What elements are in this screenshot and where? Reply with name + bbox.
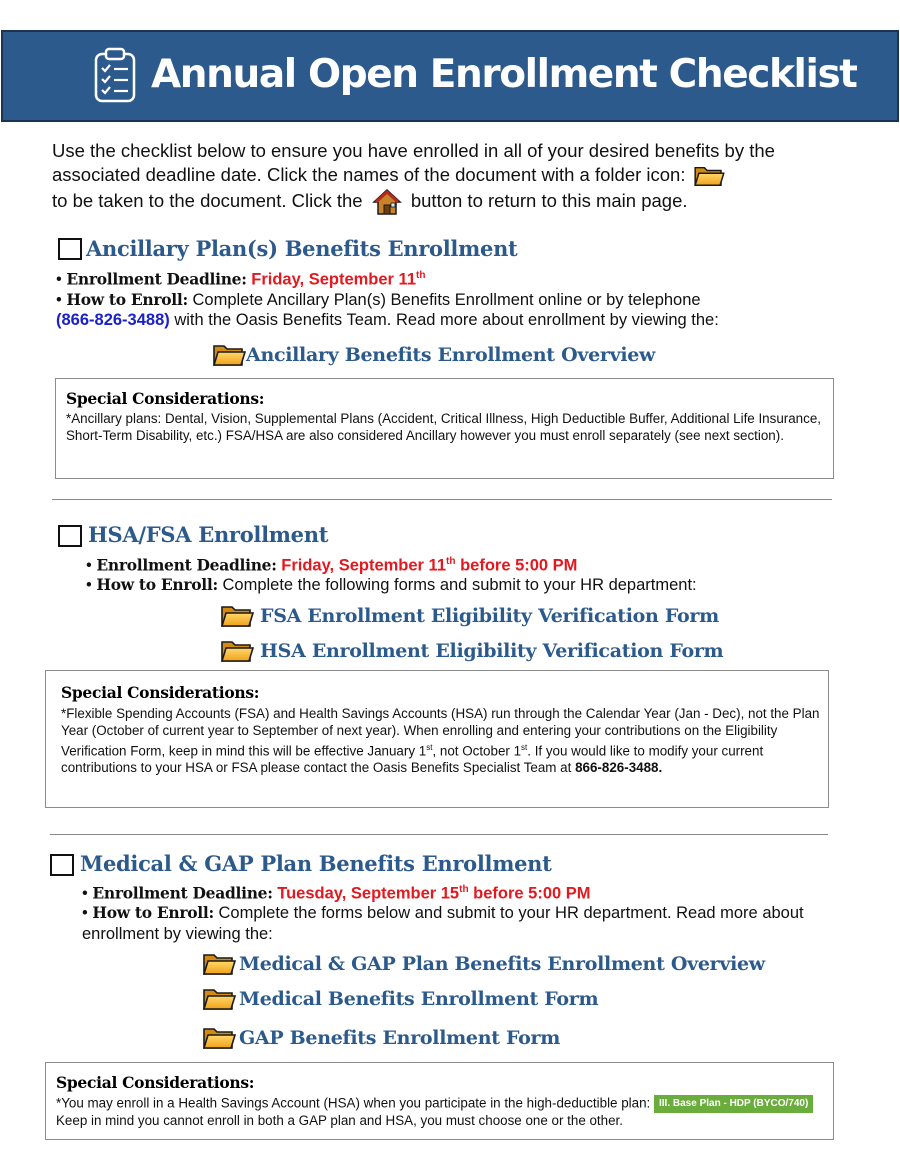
home-icon[interactable] (372, 188, 402, 216)
medical-gap-considerations-box (45, 1062, 834, 1140)
divider (50, 834, 828, 835)
considerations-text-3: . If you would like to modify your current contributions to your HSA or FSA please contact the Oasis Benefits Specialist Team at (61, 743, 764, 775)
deadline-suffix: before 5:00 PM (473, 884, 591, 903)
howto-text: Complete Ancillary Plan(s) Benefits Enrollment online or by telephone (192, 291, 701, 309)
considerations-text-1: *You may enroll in a Health Savings Account (HSA) when you participate in the high-deductible plan: (56, 1095, 651, 1111)
howto-label: How to Enroll: (92, 903, 214, 922)
link-text: HSA Enrollment Eligibility Verification Form (260, 640, 724, 662)
intro-paragraph (52, 139, 852, 216)
ancillary-heading: Ancillary Plan(s) Benefits Enrollment (86, 236, 518, 261)
phone-number: (866-826-3488) (56, 311, 170, 329)
folder-icon (220, 638, 254, 664)
fsa-form-link[interactable] (220, 603, 719, 629)
hsa-form-link[interactable] (220, 638, 723, 664)
medical-gap-deadline: • Enrollment Deadline: Tuesday, September 15th before 5:00 PM (82, 883, 591, 903)
folder-icon (693, 164, 725, 188)
howto-text-cont: with the Oasis Benefits Team. Read more about enrollment by viewing the: (174, 311, 719, 329)
link-text: GAP Benefits Enrollment Form (239, 1027, 561, 1049)
hsa-fsa-howto: • How to Enroll: Complete the following forms and submit to your HR department: (86, 575, 697, 594)
deadline-value: Tuesday, September 15 (277, 884, 460, 903)
deadline-value: Friday, September 11 (281, 556, 447, 575)
howto-label: How to Enroll: (66, 290, 188, 309)
considerations-title: Special Considerations: (56, 1073, 255, 1092)
intro-text-2: to be taken to the document. Click the (52, 189, 363, 211)
deadline-label: Enrollment Deadline: (92, 883, 273, 903)
considerations-text (61, 706, 821, 777)
divider (52, 499, 832, 500)
considerations-sup-1: st (426, 742, 433, 752)
considerations-text-2: , not October 1 (432, 743, 522, 759)
ancillary-deadline: • Enrollment Deadline: Friday, September 11th (56, 269, 426, 289)
deadline-value: Friday, September 11 (251, 270, 417, 289)
deadline-sup: th (416, 270, 426, 281)
considerations-title: Special Considerations: (61, 683, 260, 702)
deadline-sup: th (446, 556, 456, 567)
medical-gap-checkbox[interactable] (50, 854, 74, 876)
folder-icon (202, 951, 236, 977)
link-text: FSA Enrollment Eligibility Verification Form (260, 605, 719, 627)
gap-form-link[interactable] (202, 1025, 560, 1051)
deadline-label: Enrollment Deadline: (66, 269, 247, 289)
considerations-phone: 866-826-3488. (575, 759, 663, 775)
folder-icon (202, 986, 236, 1012)
ancillary-howto: • How to Enroll: Complete Ancillary Plan(s) Benefits Enrollment online or by telephone (56, 290, 701, 309)
clipboard-checklist-icon (93, 46, 137, 104)
medical-gap-overview-link[interactable] (202, 951, 765, 977)
deadline-sup: th (459, 884, 469, 895)
hsa-fsa-deadline: • Enrollment Deadline: Friday, September 11th before 5:00 PM (86, 555, 578, 575)
medical-gap-heading: Medical & GAP Plan Benefits Enrollment (80, 851, 552, 876)
hsa-fsa-considerations-box (45, 670, 829, 808)
folder-icon (220, 603, 254, 629)
folder-icon (202, 1025, 236, 1051)
considerations-text: *Ancillary plans: Dental, Vision, Supplemental Plans (Accident, Critical Illness, High Deductible Buffer, Additional Life Insurance, Short-Term Disability, etc.) FSA/HSA are also considered Ancillary however you must enroll separately (see next section). (66, 411, 821, 443)
plan-badge: III. Base Plan - HDP (BYCO/740) (654, 1095, 813, 1113)
considerations-text-2: Keep in mind you cannot enroll in both a GAP plan and HSA, you must choose one or the other. (56, 1113, 623, 1128)
link-text: Medical & GAP Plan Benefits Enrollment Overview (239, 953, 765, 975)
intro-text-3: button to return to this main page. (410, 189, 688, 211)
deadline-label: Enrollment Deadline: (96, 555, 277, 575)
howto-label: How to Enroll: (96, 575, 218, 594)
howto-text: Complete the forms below and submit to your HR department. Read more about enrollment by viewing the: (82, 904, 804, 943)
folder-icon (212, 342, 246, 368)
ancillary-overview-link[interactable] (212, 342, 655, 368)
deadline-suffix: before 5:00 PM (460, 556, 578, 575)
considerations-sup-2: st (521, 742, 528, 752)
considerations-text (56, 1095, 896, 1130)
link-text: Ancillary Benefits Enrollment Overview (246, 344, 656, 366)
hsa-fsa-heading: HSA/FSA Enrollment (88, 522, 329, 547)
hsa-fsa-checkbox[interactable] (58, 525, 82, 547)
page-title: Annual Open Enrollment Checklist (151, 52, 857, 97)
ancillary-considerations-box (55, 378, 834, 479)
considerations-title: Special Considerations: (66, 389, 265, 408)
intro-text-1: Use the checklist below to ensure you have enrolled in all of your desired benefits by the associated deadline date. Click the names of the document with a folder icon: (52, 140, 775, 185)
considerations-text-1: *Flexible Spending Accounts (FSA) and Health Savings Accounts (HSA) run through the Calendar Year (Jan - Dec), not the Plan Year (October of current year to September of next year). When enrolling and entering your contributions on the Eligibility Verification Form, keep in mind this will be effective January 1 (61, 706, 820, 759)
medical-form-link[interactable] (202, 986, 598, 1012)
howto-text: Complete the following forms and submit to your HR department: (222, 576, 697, 594)
medical-gap-howto: • How to Enroll: Complete the forms below and submit to your HR department. Read more about enrollment by viewing the: (82, 903, 804, 943)
title-banner (1, 30, 899, 122)
link-text: Medical Benefits Enrollment Form (239, 988, 599, 1010)
ancillary-howto-cont (56, 310, 719, 331)
ancillary-checkbox[interactable] (58, 238, 82, 260)
